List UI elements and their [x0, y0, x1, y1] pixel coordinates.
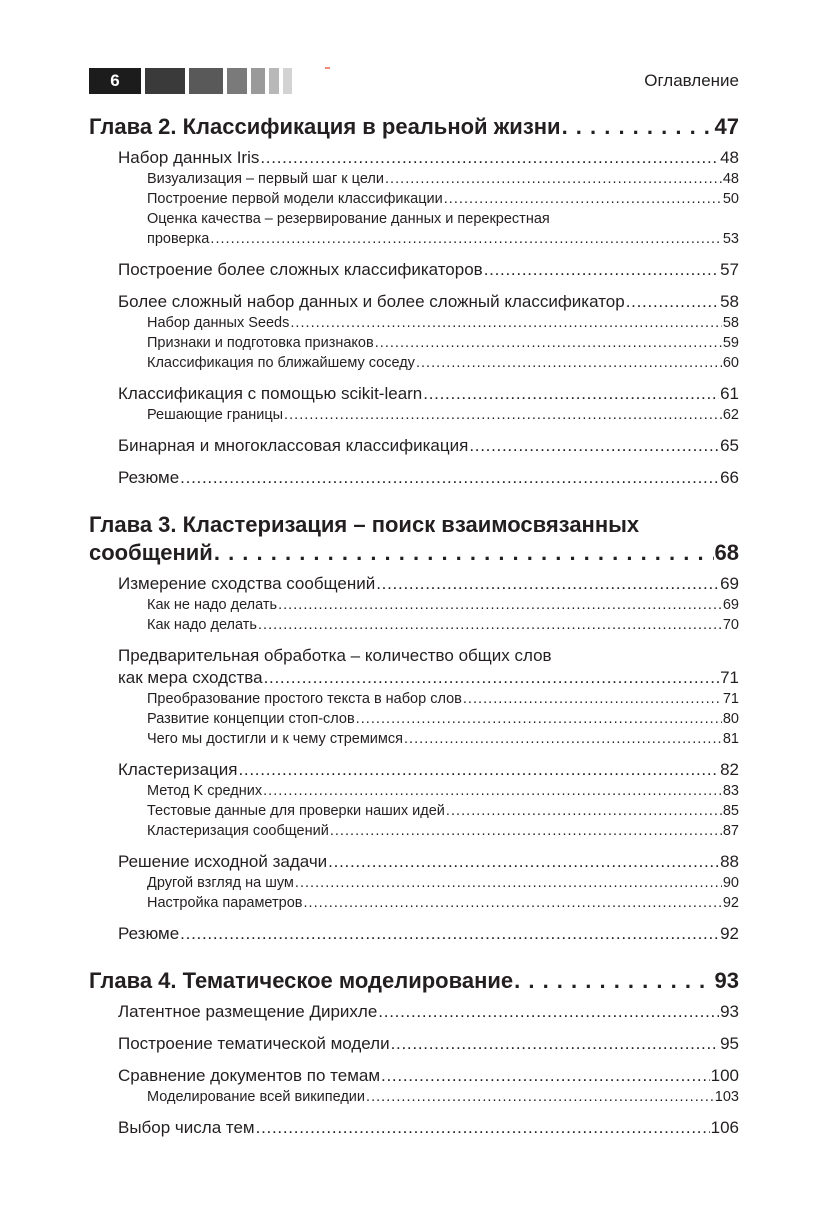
subsection-entry-page: 53	[722, 231, 739, 247]
dot-leader	[423, 383, 719, 405]
subsection-entry[interactable]	[89, 873, 739, 893]
subsection-entry[interactable]	[89, 801, 739, 821]
dot-leader	[444, 189, 722, 209]
dot-leader	[385, 169, 722, 189]
section-entry-page: 69	[720, 574, 739, 593]
subsection-entry-title: Моделирование всей википедии	[147, 1089, 366, 1105]
subsection-entry-title: Построение первой модели классификации	[147, 191, 443, 207]
section-entry-page: 48	[720, 148, 739, 167]
subsection-entry[interactable]	[89, 893, 739, 913]
dot-leader	[404, 729, 722, 749]
chapter-entry-title: Глава 4. Тематическое моделирование	[89, 968, 514, 993]
subsection-entry[interactable]	[89, 615, 739, 635]
section-group	[89, 147, 739, 249]
header-bar-4	[251, 68, 265, 94]
section-entry[interactable]	[89, 1033, 739, 1055]
dot-leader	[562, 113, 714, 141]
dot-leader	[356, 709, 722, 729]
section-entry[interactable]	[89, 573, 739, 595]
dot-leader	[303, 893, 721, 913]
page-header	[89, 68, 739, 94]
subsection-entry-title: Преобразование простого текста в набор слов	[147, 691, 462, 707]
dot-leader	[260, 147, 719, 169]
section-entry-title: Классификация с помощью scikit-learn	[118, 384, 423, 403]
table-of-contents	[89, 113, 739, 1139]
section-entry-page: 106	[710, 1118, 739, 1137]
dot-leader	[214, 539, 714, 567]
dot-leader	[295, 873, 722, 893]
section-entry-title: Кластеризация	[118, 760, 238, 779]
section-entry-title: Бинарная и многоклассовая классификация	[118, 436, 469, 455]
subsection-entry[interactable]	[89, 169, 739, 189]
section-entry[interactable]	[89, 147, 739, 169]
subsection-entry-page: 59	[722, 335, 739, 351]
section-entry[interactable]	[89, 1065, 739, 1087]
subsection-entry-page: 90	[722, 875, 739, 891]
subsection-entry[interactable]	[89, 689, 739, 709]
section-group	[89, 851, 739, 913]
dot-leader	[330, 821, 722, 841]
section-entry-page: 58	[720, 292, 739, 311]
subsection-entry-title: Чего мы достигли и к чему стремимся	[147, 731, 403, 747]
section-entry-title: Построение тематической модели	[118, 1034, 390, 1053]
section-group	[89, 573, 739, 635]
page-number: 6	[89, 68, 141, 94]
section-entry-page: 61	[720, 384, 739, 403]
dot-leader	[416, 353, 722, 373]
subsection-entry-page: 48	[722, 171, 739, 187]
header-bar-1	[145, 68, 185, 94]
dot-leader	[484, 259, 719, 281]
section-entry-page: 71	[720, 668, 739, 687]
chapter	[89, 113, 739, 141]
header-bar-2	[189, 68, 223, 94]
section-entry[interactable]	[89, 923, 739, 945]
section-entry[interactable]	[89, 435, 739, 457]
subsection-entry[interactable]	[89, 229, 739, 249]
chapter-entry-page: 47	[714, 114, 739, 139]
subsection-entry[interactable]	[89, 595, 739, 615]
section-entry-title: Решение исходной задачи	[118, 852, 328, 871]
section-entry[interactable]	[89, 259, 739, 281]
section-title-line1: Предварительная обработка – количество общих слов	[118, 646, 552, 665]
section-entry-title: Резюме	[118, 468, 180, 487]
section-entry-page: 57	[720, 260, 739, 279]
dot-leader	[381, 1065, 710, 1087]
header-bar-6	[283, 68, 292, 94]
section-entry-title: Выбор числа тем	[118, 1118, 255, 1137]
subsection-entry-page: 62	[722, 407, 739, 423]
header-bar-3	[227, 68, 247, 94]
section-entry[interactable]	[89, 467, 739, 489]
section-group	[89, 923, 739, 945]
subsection-entry-page: 71	[722, 691, 739, 707]
subsection-entry-page: 60	[722, 355, 739, 371]
dot-leader	[328, 851, 719, 873]
dot-leader	[263, 781, 722, 801]
subsection-entry-page: 92	[722, 895, 739, 911]
section-entry[interactable]	[89, 1001, 739, 1023]
dot-leader	[258, 615, 722, 635]
section-group	[89, 1001, 739, 1023]
dot-leader	[180, 467, 719, 489]
dot-leader	[210, 229, 721, 249]
dot-leader	[278, 595, 722, 615]
subsection-entry-title: Другой взгляд на шум	[147, 875, 294, 891]
dot-leader	[290, 313, 722, 333]
subsection-entry-page: 85	[722, 803, 739, 819]
section-entry-page: 100	[710, 1066, 739, 1085]
subsection-entry-page: 69	[722, 597, 739, 613]
section-group	[89, 467, 739, 489]
dot-leader	[446, 801, 722, 821]
subsection-entry-title: Как не надо делать	[147, 597, 278, 613]
dot-leader	[180, 923, 719, 945]
header-bar-5	[269, 68, 279, 94]
section-group	[89, 1065, 739, 1107]
subsection-entry-title: Как надо делать	[147, 617, 257, 633]
subsection-entry[interactable]	[89, 729, 739, 749]
subsection-entry[interactable]	[89, 333, 739, 353]
subsection-entry-title: Кластеризация сообщений	[147, 823, 329, 839]
subsection-entry-page: 83	[722, 783, 739, 799]
section-entry-title: Измерение сходства сообщений	[118, 574, 376, 593]
section-group	[89, 759, 739, 841]
subsection-entry[interactable]	[89, 1087, 739, 1107]
subsection-entry[interactable]	[89, 781, 739, 801]
section-entry[interactable]	[89, 667, 739, 689]
subsection-entry-page: 58	[722, 315, 739, 331]
section-entry-title: Более сложный набор данных и более сложный классификатор	[118, 292, 625, 311]
subsection-entry-page: 81	[722, 731, 739, 747]
subsection-entry-title: Набор данных Seeds	[147, 315, 290, 331]
chapter-entry-title: Глава 2. Классификация в реальной жизни	[89, 114, 561, 139]
subsection-entry-title: Классификация по ближайшему соседу	[147, 355, 415, 371]
section-group	[89, 259, 739, 281]
dot-leader	[469, 435, 719, 457]
section-entry[interactable]	[89, 851, 739, 873]
section-entry-title: Набор данных Iris	[118, 148, 260, 167]
dot-leader	[391, 1033, 719, 1055]
subsection-entry-title: Настройка параметров	[147, 895, 303, 911]
section-entry[interactable]	[89, 383, 739, 405]
dot-leader	[626, 291, 719, 313]
chapter-entry[interactable]	[89, 967, 739, 995]
chapter	[89, 967, 739, 995]
chapter-entry-title: сообщений	[89, 540, 213, 565]
chapter-entry[interactable]	[89, 113, 739, 141]
section-entry-title: Сравнение документов по темам	[118, 1066, 381, 1085]
section-entry-title: Построение более сложных классификаторов	[118, 260, 483, 279]
subsection-entry-title: проверка	[147, 231, 210, 247]
section-group	[89, 291, 739, 373]
section-entry-page: 95	[720, 1034, 739, 1053]
print-mark	[325, 67, 330, 69]
section-entry-page: 92	[720, 924, 739, 943]
dot-leader	[463, 689, 722, 709]
running-header-title: Оглавление	[644, 71, 739, 90]
subsection-entry[interactable]	[89, 709, 739, 729]
section-entry-title: Латентное размещение Дирихле	[118, 1002, 378, 1021]
subsection-entry[interactable]	[89, 405, 739, 425]
section-group	[89, 645, 739, 749]
section-group	[89, 1033, 739, 1055]
subsection-entry-title: Решающие границы	[147, 407, 284, 423]
dot-leader	[514, 967, 713, 995]
dot-leader	[284, 405, 722, 425]
subsection-entry[interactable]	[89, 313, 739, 333]
subsection-entry-page: 70	[722, 617, 739, 633]
subsection-entry-page: 103	[714, 1089, 739, 1105]
dot-leader	[238, 759, 719, 781]
section-entry-title: как мера сходства	[118, 668, 263, 687]
dot-leader	[256, 1117, 710, 1139]
chapter-entry[interactable]	[89, 539, 739, 567]
dot-leader	[375, 333, 722, 353]
section-entry[interactable]	[89, 291, 739, 313]
section-group	[89, 383, 739, 425]
subsection-entry[interactable]	[89, 821, 739, 841]
section-entry-page: 93	[720, 1002, 739, 1021]
chapter-title-line1: Глава 3. Кластеризация – поиск взаимосвязанных	[89, 512, 640, 537]
section-group	[89, 435, 739, 457]
subsection-entry-page: 87	[722, 823, 739, 839]
dot-leader	[366, 1087, 714, 1107]
subsection-title-line1: Оценка качества – резервирование данных и перекрестная	[147, 211, 550, 227]
subsection-entry[interactable]	[89, 353, 739, 373]
subsection-entry-page: 50	[722, 191, 739, 207]
section-entry-page: 66	[720, 468, 739, 487]
chapter-entry-page: 93	[714, 968, 739, 993]
section-group	[89, 1117, 739, 1139]
subsection-entry-title: Визуализация – первый шаг к цели	[147, 171, 384, 187]
subsection-entry-title: Признаки и подготовка признаков	[147, 335, 374, 351]
section-entry-page: 88	[720, 852, 739, 871]
subsection-entry-title: Метод K средних	[147, 783, 263, 799]
subsection-entry-page: 80	[722, 711, 739, 727]
subsection-entry-title: Развитие концепции стоп-слов	[147, 711, 355, 727]
section-entry-page: 65	[720, 436, 739, 455]
chapter	[89, 511, 739, 567]
dot-leader	[378, 1001, 719, 1023]
subsection-entry-title: Тестовые данные для проверки наших идей	[147, 803, 445, 819]
chapter-entry-page: 68	[714, 540, 739, 565]
section-entry[interactable]	[89, 1117, 739, 1139]
section-entry[interactable]	[89, 759, 739, 781]
section-entry-page: 82	[720, 760, 739, 779]
subsection-entry[interactable]	[89, 189, 739, 209]
dot-leader	[264, 667, 719, 689]
section-entry-title: Резюме	[118, 924, 180, 943]
dot-leader	[376, 573, 719, 595]
